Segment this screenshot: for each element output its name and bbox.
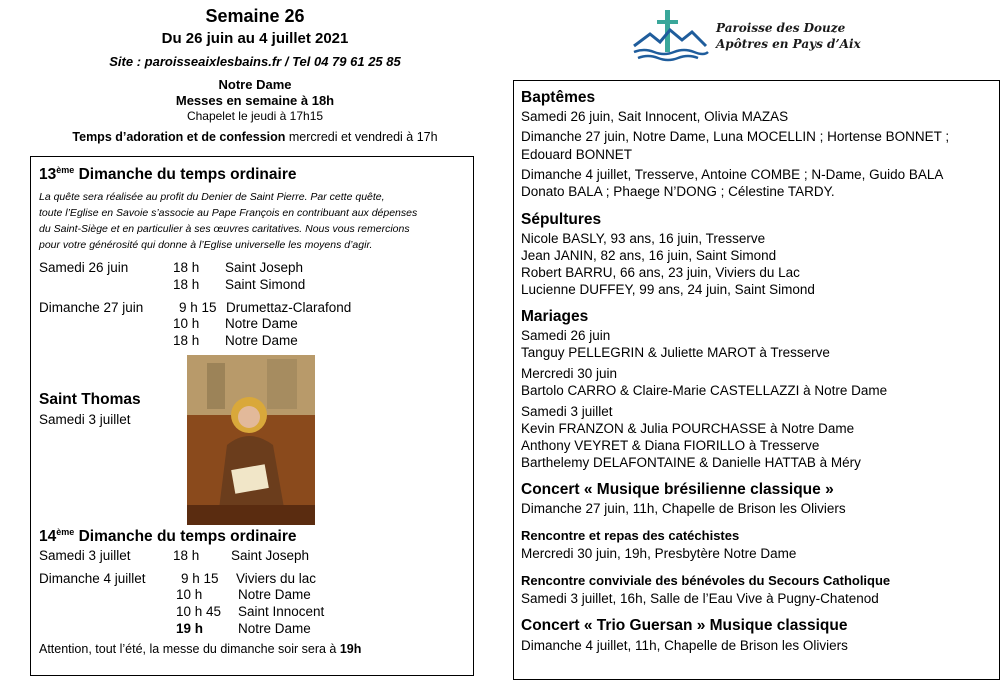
logo-cross-horizontal xyxy=(657,20,678,24)
logo-wave-2 xyxy=(638,56,698,60)
parish-name-line1: Paroisse des Douze xyxy=(716,21,846,35)
schedule-day: Dimanche 4 juillet xyxy=(39,571,146,586)
schedule-day: Dimanche 27 juin xyxy=(39,300,144,315)
schedule-day: Samedi 26 juin xyxy=(39,260,129,275)
quete-line: pour votre générosité qui donne à l’Eglise universelle les moyens d’agir. xyxy=(39,239,373,251)
adoration-times: mercredi et vendredi à 17h xyxy=(285,130,438,144)
catechistes-details: Mercredi 30 juin, 19h, Presbytère Notre Dame xyxy=(521,546,797,561)
mariage-line: Kevin FRANZON & Julia POURCHASSE à Notre Dame xyxy=(521,421,855,436)
sepulture-line: Jean JANIN, 82 ans, 16 juin, Saint Simond xyxy=(521,248,777,263)
chapelet-info: Chapelet le jeudi à 17h15 xyxy=(186,109,324,123)
schedule-place: Saint Simond xyxy=(225,277,306,292)
mariage-line: Samedi 3 juillet xyxy=(521,404,613,419)
bulletin-date-range: Du 26 juin au 4 juillet 2021 xyxy=(161,30,349,47)
parish-name xyxy=(716,20,861,52)
right-announcements-box xyxy=(513,80,1000,680)
bapteme-line: Edouard BONNET xyxy=(521,147,633,162)
sepulture-line: Robert BARRU, 66 ans, 23 juin, Viviers du Lac xyxy=(521,265,800,280)
sunday14-heading xyxy=(39,527,296,546)
mariage-line: Barthelemy DELAFONTAINE & Danielle HATTAB à Méry xyxy=(521,455,861,470)
adoration-label: Temps d’adoration et de confession xyxy=(72,130,286,144)
schedule-time: 18 h xyxy=(173,548,200,563)
bapteme-line: Samedi 26 juin, Sait Innocent, Olivia MAZAS xyxy=(521,109,789,124)
schedule-time: 18 h xyxy=(173,277,200,292)
schedule-place: Notre Dame xyxy=(238,621,311,636)
quete-line: La quête sera réalisée au profit du Denier de Saint Pierre. Par cette quête, xyxy=(39,191,385,203)
schedule-time: 18 h xyxy=(173,333,200,348)
schedule-place: Notre Dame xyxy=(225,316,298,331)
bapteme-line: Donato BALA ; Phaege N’DONG ; Célestine TARDY. xyxy=(521,184,835,199)
sunday14-number: 14 xyxy=(39,528,57,546)
sunday13-heading xyxy=(39,165,296,184)
sunday14-title: Dimanche du temps ordinaire xyxy=(74,528,297,546)
concert2-heading: Concert « Trio Guersan » Musique classique xyxy=(521,617,848,634)
painting-building xyxy=(267,359,297,409)
schedule-time: 9 h 15 xyxy=(181,571,219,586)
secours-heading: Rencontre conviviale des bénévoles du Secours Catholique xyxy=(521,573,891,588)
schedule-time: 18 h xyxy=(173,260,200,275)
site-and-phone: Site : paroisseaixlesbains.fr / Tel 04 79 61 25 85 xyxy=(109,54,401,69)
mariage-line: Samedi 26 juin xyxy=(521,328,611,343)
schedule-place: Viviers du lac xyxy=(236,571,317,586)
painting-floor xyxy=(187,505,315,525)
saint-thomas-date: Samedi 3 juillet xyxy=(39,412,131,427)
parish-logo-icon xyxy=(630,8,710,64)
bulletin-week-title: Semaine 26 xyxy=(205,6,305,26)
bapteme-line: Dimanche 4 juillet, Tresserve, Antoine COMBE ; N-Dame, Guido BALA xyxy=(521,167,944,182)
church-name: Notre Dame xyxy=(218,77,292,92)
parish-name-line2: Apôtres en Pays d’Aix xyxy=(716,37,861,51)
schedule-time: 10 h xyxy=(176,587,203,602)
sunday13-suffix: ème xyxy=(56,165,75,175)
sunday13-number: 13 xyxy=(39,166,57,184)
mariage-line: Bartolo CARRO & Claire-Marie CASTELLAZZI à Notre Dame xyxy=(521,383,888,398)
summer-notice xyxy=(39,642,361,656)
saint-thomas-title: Saint Thomas xyxy=(39,391,141,408)
masses-time: en semaine à 18h xyxy=(222,93,335,108)
mariage-line: Mercredi 30 juin xyxy=(521,366,618,381)
painting-face xyxy=(238,406,260,428)
schedule-place: Notre Dame xyxy=(225,333,298,348)
concert1-details: Dimanche 27 juin, 11h, Chapelle de Brison les Oliviers xyxy=(521,501,846,516)
concert2-details: Dimanche 4 juillet, 11h, Chapelle de Brison les Oliviers xyxy=(521,638,848,653)
schedule-place: Saint Joseph xyxy=(231,548,310,563)
schedule-time: 10 h 45 xyxy=(176,604,222,619)
sepulture-line: Nicole BASLY, 93 ans, 16 juin, Tresserve xyxy=(521,231,766,246)
quete-line: du Saint-Siège et en particulier à ses œuvres caritatives. Nous vous remercions xyxy=(39,223,410,235)
catechistes-heading: Rencontre et repas des catéchistes xyxy=(521,528,740,543)
sunday13-title: Dimanche du temps ordinaire xyxy=(74,166,297,184)
schedule-time: 10 h xyxy=(173,316,200,331)
schedule-place: Saint Innocent xyxy=(238,604,325,619)
quete-line: toute l’Eglise en Savoie s’associe au Pape François en contribuant aux dépenses xyxy=(39,207,418,219)
schedule-time: 9 h 15 xyxy=(179,300,217,315)
logo-wave-1 xyxy=(634,50,708,54)
schedule-place: Saint Joseph xyxy=(225,260,304,275)
bapteme-line: Dimanche 27 juin, Notre Dame, Luna MOCELLIN ; Hortense BONNET ; xyxy=(521,129,950,144)
secours-details: Samedi 3 juillet, 16h, Salle de l’Eau Vive à Pugny-Chatenod xyxy=(521,591,879,606)
schedule-place: Notre Dame xyxy=(238,587,311,602)
masses-label: Messes xyxy=(175,93,223,108)
schedule-place: Drumettaz-Clarafond xyxy=(226,300,352,315)
mariage-line: Anthony VEYRET & Diana FIORILLO à Tresserve xyxy=(521,438,820,453)
sunday14-suffix: ème xyxy=(56,527,75,537)
sepulture-line: Lucienne DUFFEY, 99 ans, 24 juin, Saint Simond xyxy=(521,282,815,297)
mariages-heading: Mariages xyxy=(521,308,589,325)
summer-notice-text: Attention, tout l’été, la messe du dimanche soir sera à xyxy=(39,642,340,656)
sepultures-heading: Sépultures xyxy=(521,211,602,228)
weekday-masses xyxy=(0,93,510,108)
adoration-info xyxy=(0,130,510,144)
schedule-day: Samedi 3 juillet xyxy=(39,548,131,563)
concert1-heading: Concert « Musique brésilienne classique » xyxy=(521,481,834,498)
saint-thomas-painting xyxy=(187,355,315,525)
baptemes-heading: Baptêmes xyxy=(521,89,596,106)
painting-tower xyxy=(207,363,225,409)
schedule-time: 19 h xyxy=(176,621,204,636)
mariage-line: Tanguy PELLEGRIN & Juliette MAROT à Tresserve xyxy=(521,345,830,360)
summer-notice-time: 19h xyxy=(339,642,362,656)
